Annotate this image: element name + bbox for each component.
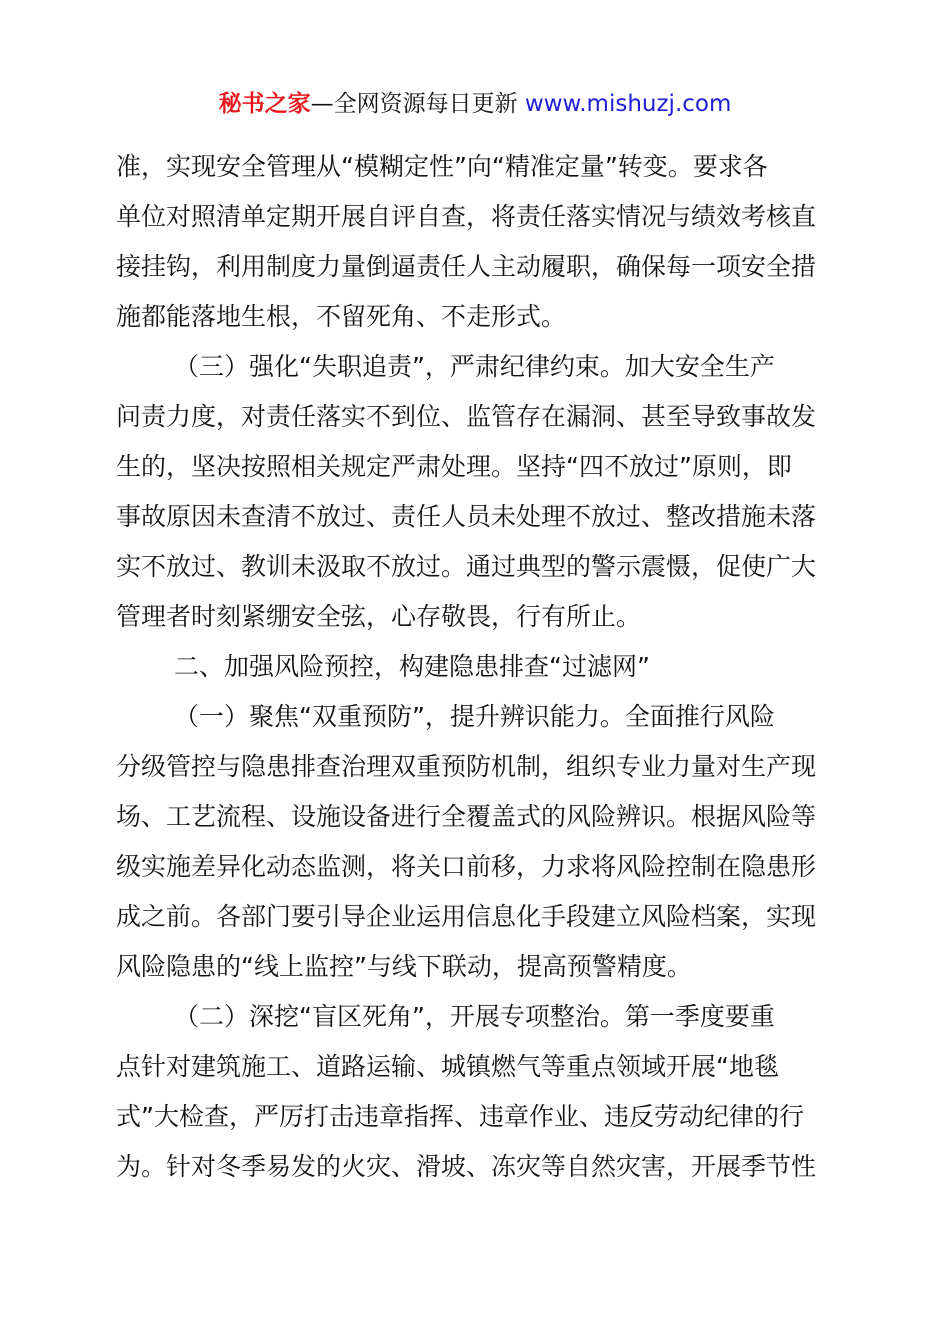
text-line: 级实施差异化动态监测，将关口前移，力求将风险控制在隐患形 (116, 852, 817, 881)
site-header (0, 89, 950, 119)
text-line: 单位对照清单定期开展自评自查，将责任落实情况与绩效考核直 (116, 202, 817, 231)
site-url-link[interactable]: www.mishuzj.com (524, 91, 732, 117)
text-line: 问责力度，对责任落实不到位、监管存在漏洞、甚至导致事故发 (116, 402, 817, 431)
text-line: 施都能落地生根，不留死角、不走形式。 (116, 302, 567, 331)
text-line: 为。针对冬季易发的火灾、滑坡、冻灾等自然灾害，开展季节性 (116, 1152, 817, 1181)
paragraph-start-line: （三）强化“失职追责”，严肃纪律约束。加大安全生产 (174, 352, 775, 381)
text-line: 成之前。各部门要引导企业运用信息化手段建立风险档案，实现 (116, 902, 817, 931)
section-heading: 二、加强风险预控，构建隐患排查“过滤网” (174, 652, 650, 681)
paragraph-start-line: （一）聚焦“双重预防”，提升辨识能力。全面推行风险 (174, 702, 775, 731)
text-line: 事故原因未查清不放过、责任人员未处理不放过、整改措施未落 (116, 502, 817, 531)
paragraph-start-line: （二）深挖“盲区死角”，开展专项整治。第一季度要重 (174, 1002, 775, 1031)
brand-name: 秘书之家 (218, 91, 311, 117)
text-line: 接挂钩，利用制度力量倒逼责任人主动履职，确保每一项安全措 (116, 252, 817, 281)
text-line: 分级管控与隐患排查治理双重预防机制，组织专业力量对生产现 (116, 752, 817, 781)
text-line: 管理者时刻紧绷安全弦，心存敬畏，行有所止。 (116, 602, 642, 631)
text-line: 式”大检查，严厉打击违章指挥、违章作业、违反劳动纪律的行 (116, 1102, 804, 1131)
text-line: 点针对建筑施工、道路运输、城镇燃气等重点领域开展“地毯 (116, 1052, 779, 1081)
document-body (116, 142, 836, 1192)
header-tagline: —全网资源每日更新 (310, 91, 518, 117)
text-line: 实不放过、教训未汲取不放过。通过典型的警示震慑，促使广大 (116, 552, 817, 581)
text-line: 准，实现安全管理从“模糊定性”向“精准定量”转变。要求各 (116, 152, 768, 181)
text-line: 场、工艺流程、设施设备进行全覆盖式的风险辨识。根据风险等 (116, 802, 817, 831)
text-line: 风险隐患的“线上监控”与线下联动，提高预警精度。 (116, 952, 692, 981)
text-line: 生的，坚决按照相关规定严肃处理。坚持“四不放过”原则，即 (116, 452, 792, 481)
